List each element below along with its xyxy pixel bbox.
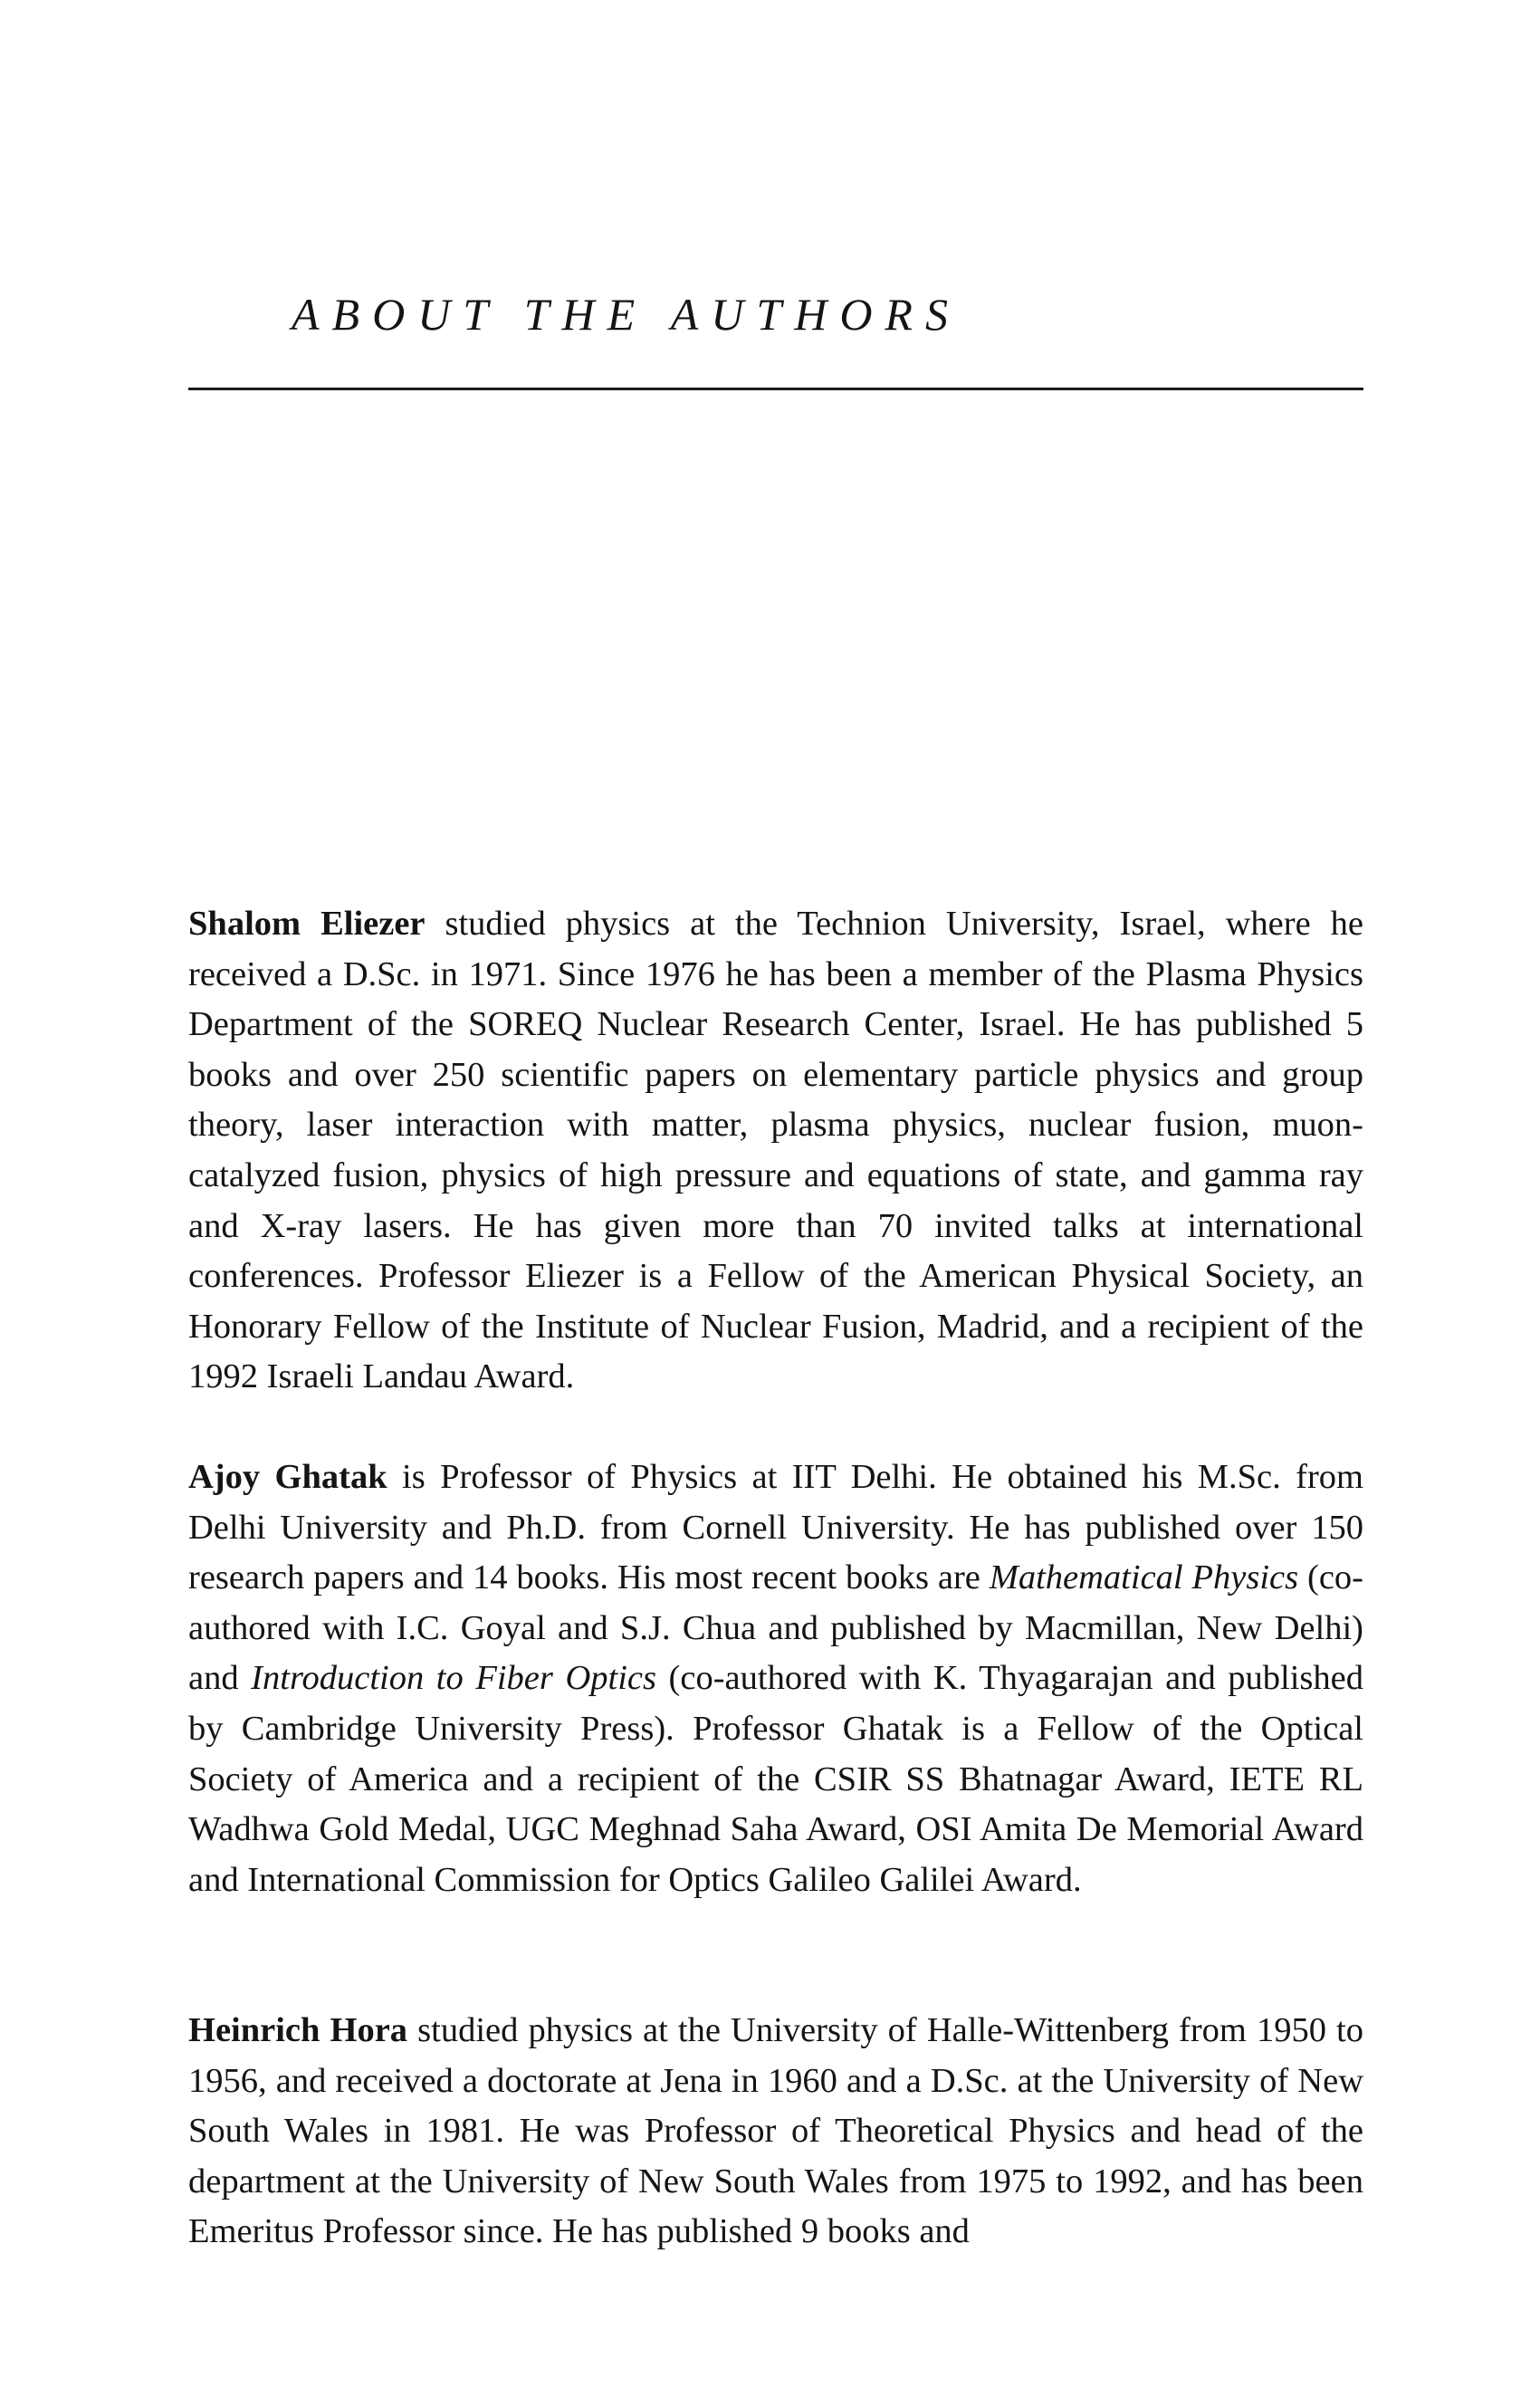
author-name: Heinrich Hora	[188, 2011, 408, 2049]
book-title: Mathematical Physics	[989, 1558, 1299, 1597]
author-name: Shalom Eliezer	[188, 905, 426, 943]
author-bio-text: is Professor of Physics at IIT Delhi. He obtained his M.Sc. from Delhi University and Ph.D. from Cornell University. He has published over 150 research papers and 14 books. His most recent books are	[188, 1458, 1363, 1597]
book-title: Introduction to Fiber Optics	[251, 1659, 656, 1698]
author-bio-text: studied physics at the Technion University, Israel, where he received a D.Sc. in 1971. Since 1976 he has been a member of the Plasma Physics Department of the SOREQ Nuclear Research Center, Israel. He has published 5 books and over 250 scientific papers on elementary particle physics and group theory, laser interaction with matter, plasma physics, nuclear fusion, muon-catalyzed fusion, physics of high pressure and equations of state, and gamma ray and X-ray lasers. He has given more than 70 invited talks at international conferences. Professor Eliezer is a Fellow of the American Physical Society, an Honorary Fellow of the Institute of Nuclear Fusion, Madrid, and a recipient of the 1992 Israeli Landau Award.	[188, 905, 1363, 1396]
author-bio-ghatak	[188, 1453, 1363, 1905]
author-bio-text: (co-authored with I.C. Goyal and S.J. Chua and published by Macmillan, New Delhi) and	[188, 1558, 1363, 1698]
author-bio-text: studied physics at the University of Halle-Wittenberg from 1950 to 1956, and received a doctorate at Jena in 1960 and a D.Sc. at the University of New South Wales in 1981. He was Professor of Theoretical Physics and head of the department at the University of New South Wales from 1975 to 1992, and has been Emeritus Professor since. He has published 9 books and	[188, 2011, 1363, 2251]
author-bio-text: (co-authored with K. Thyagarajan and published by Cambridge University Press). Professor Ghatak is a Fellow of the Optical Society of America and a recipient of the CSIR SS Bhatnagar Award, IETE RL Wadhwa Gold Medal, UGC Meghnad Saha Award, OSI Amita De Memorial Award and International Commission for Optics Galileo Galilei Award.	[188, 1659, 1363, 1899]
author-bio-hora	[188, 2006, 1363, 2258]
author-bio-eliezer	[188, 899, 1363, 1403]
title-rule	[188, 388, 1363, 390]
section-title: ABOUT THE AUTHORS	[292, 289, 961, 340]
author-name: Ajoy Ghatak	[188, 1458, 387, 1496]
